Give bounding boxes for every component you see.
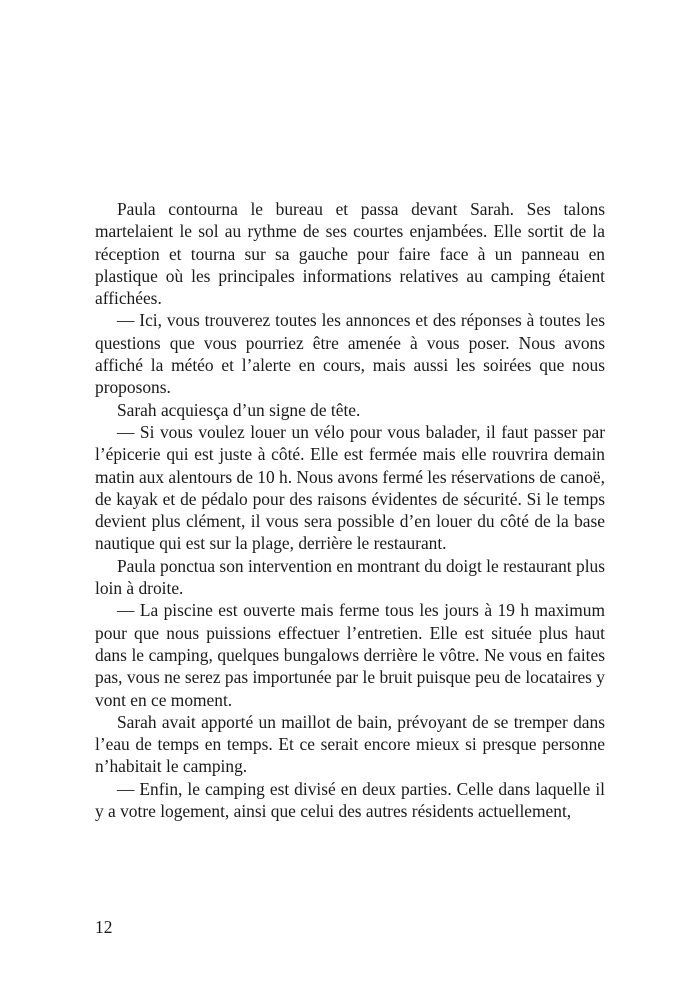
paragraph: — Enfin, le camping est divisé en deux parties. Celle dans laquelle il y a votre logement, ainsi que celui des autres résidents actuellement, bbox=[95, 778, 605, 822]
paragraph: Paula ponctua son intervention en montrant du doigt le restaurant plus loin à droite. bbox=[95, 555, 605, 599]
paragraph: Sarah acquiesça d’un signe de tête. bbox=[117, 399, 361, 420]
paragraph: Paula contourna le bureau et passa devant Sarah. Ses talons martelaient le sol au rythme de ses courtes enjambées. Elle sortit de la réception et tourna sur sa gauche pour faire face à un panneau en plastique où les principales informations relatives au camping étaient affichées. bbox=[95, 199, 605, 309]
paragraph: — Ici, vous trouverez toutes les annonces et des réponses à toutes les questions que vous pourriez être amenée à vous poser. Nous avons affiché la météo et l’alerte en cours, mais aussi les soirées que nous proposons. bbox=[95, 310, 605, 398]
paragraph: Sarah avait apporté un maillot de bain, prévoyant de se tremper dans l’eau de temps en temps. Et ce serait encore mieux si presque personne n’habitait le camping. bbox=[95, 711, 605, 777]
body-text bbox=[95, 198, 605, 822]
paragraph: — Si vous voulez louer un vélo pour vous balader, il faut passer par l’épicerie qui est juste à côté. Elle est fermée mais elle rouvrira demain matin aux alentours de 10 h. Nous avons fermé les réservations de canoë, de kayak et de pédalo pour des raisons évidentes de sécurité. Si le temps devient plus clément, il vous sera possible d’en louer du côté de la base nautique qui est sur la plage, derrière le restaurant. bbox=[95, 421, 605, 554]
paragraph: — La piscine est ouverte mais ferme tous les jours à 19 h maximum pour que nous puissions effectuer l’entretien. Elle est située plus haut dans le camping, quelques bungalows derrière le vôtre. Ne vous en faites pas, vous ne serez pas importunée par le bruit puisque peu de locataires y vont en ce moment. bbox=[95, 600, 605, 710]
page-number: 12 bbox=[95, 917, 113, 937]
